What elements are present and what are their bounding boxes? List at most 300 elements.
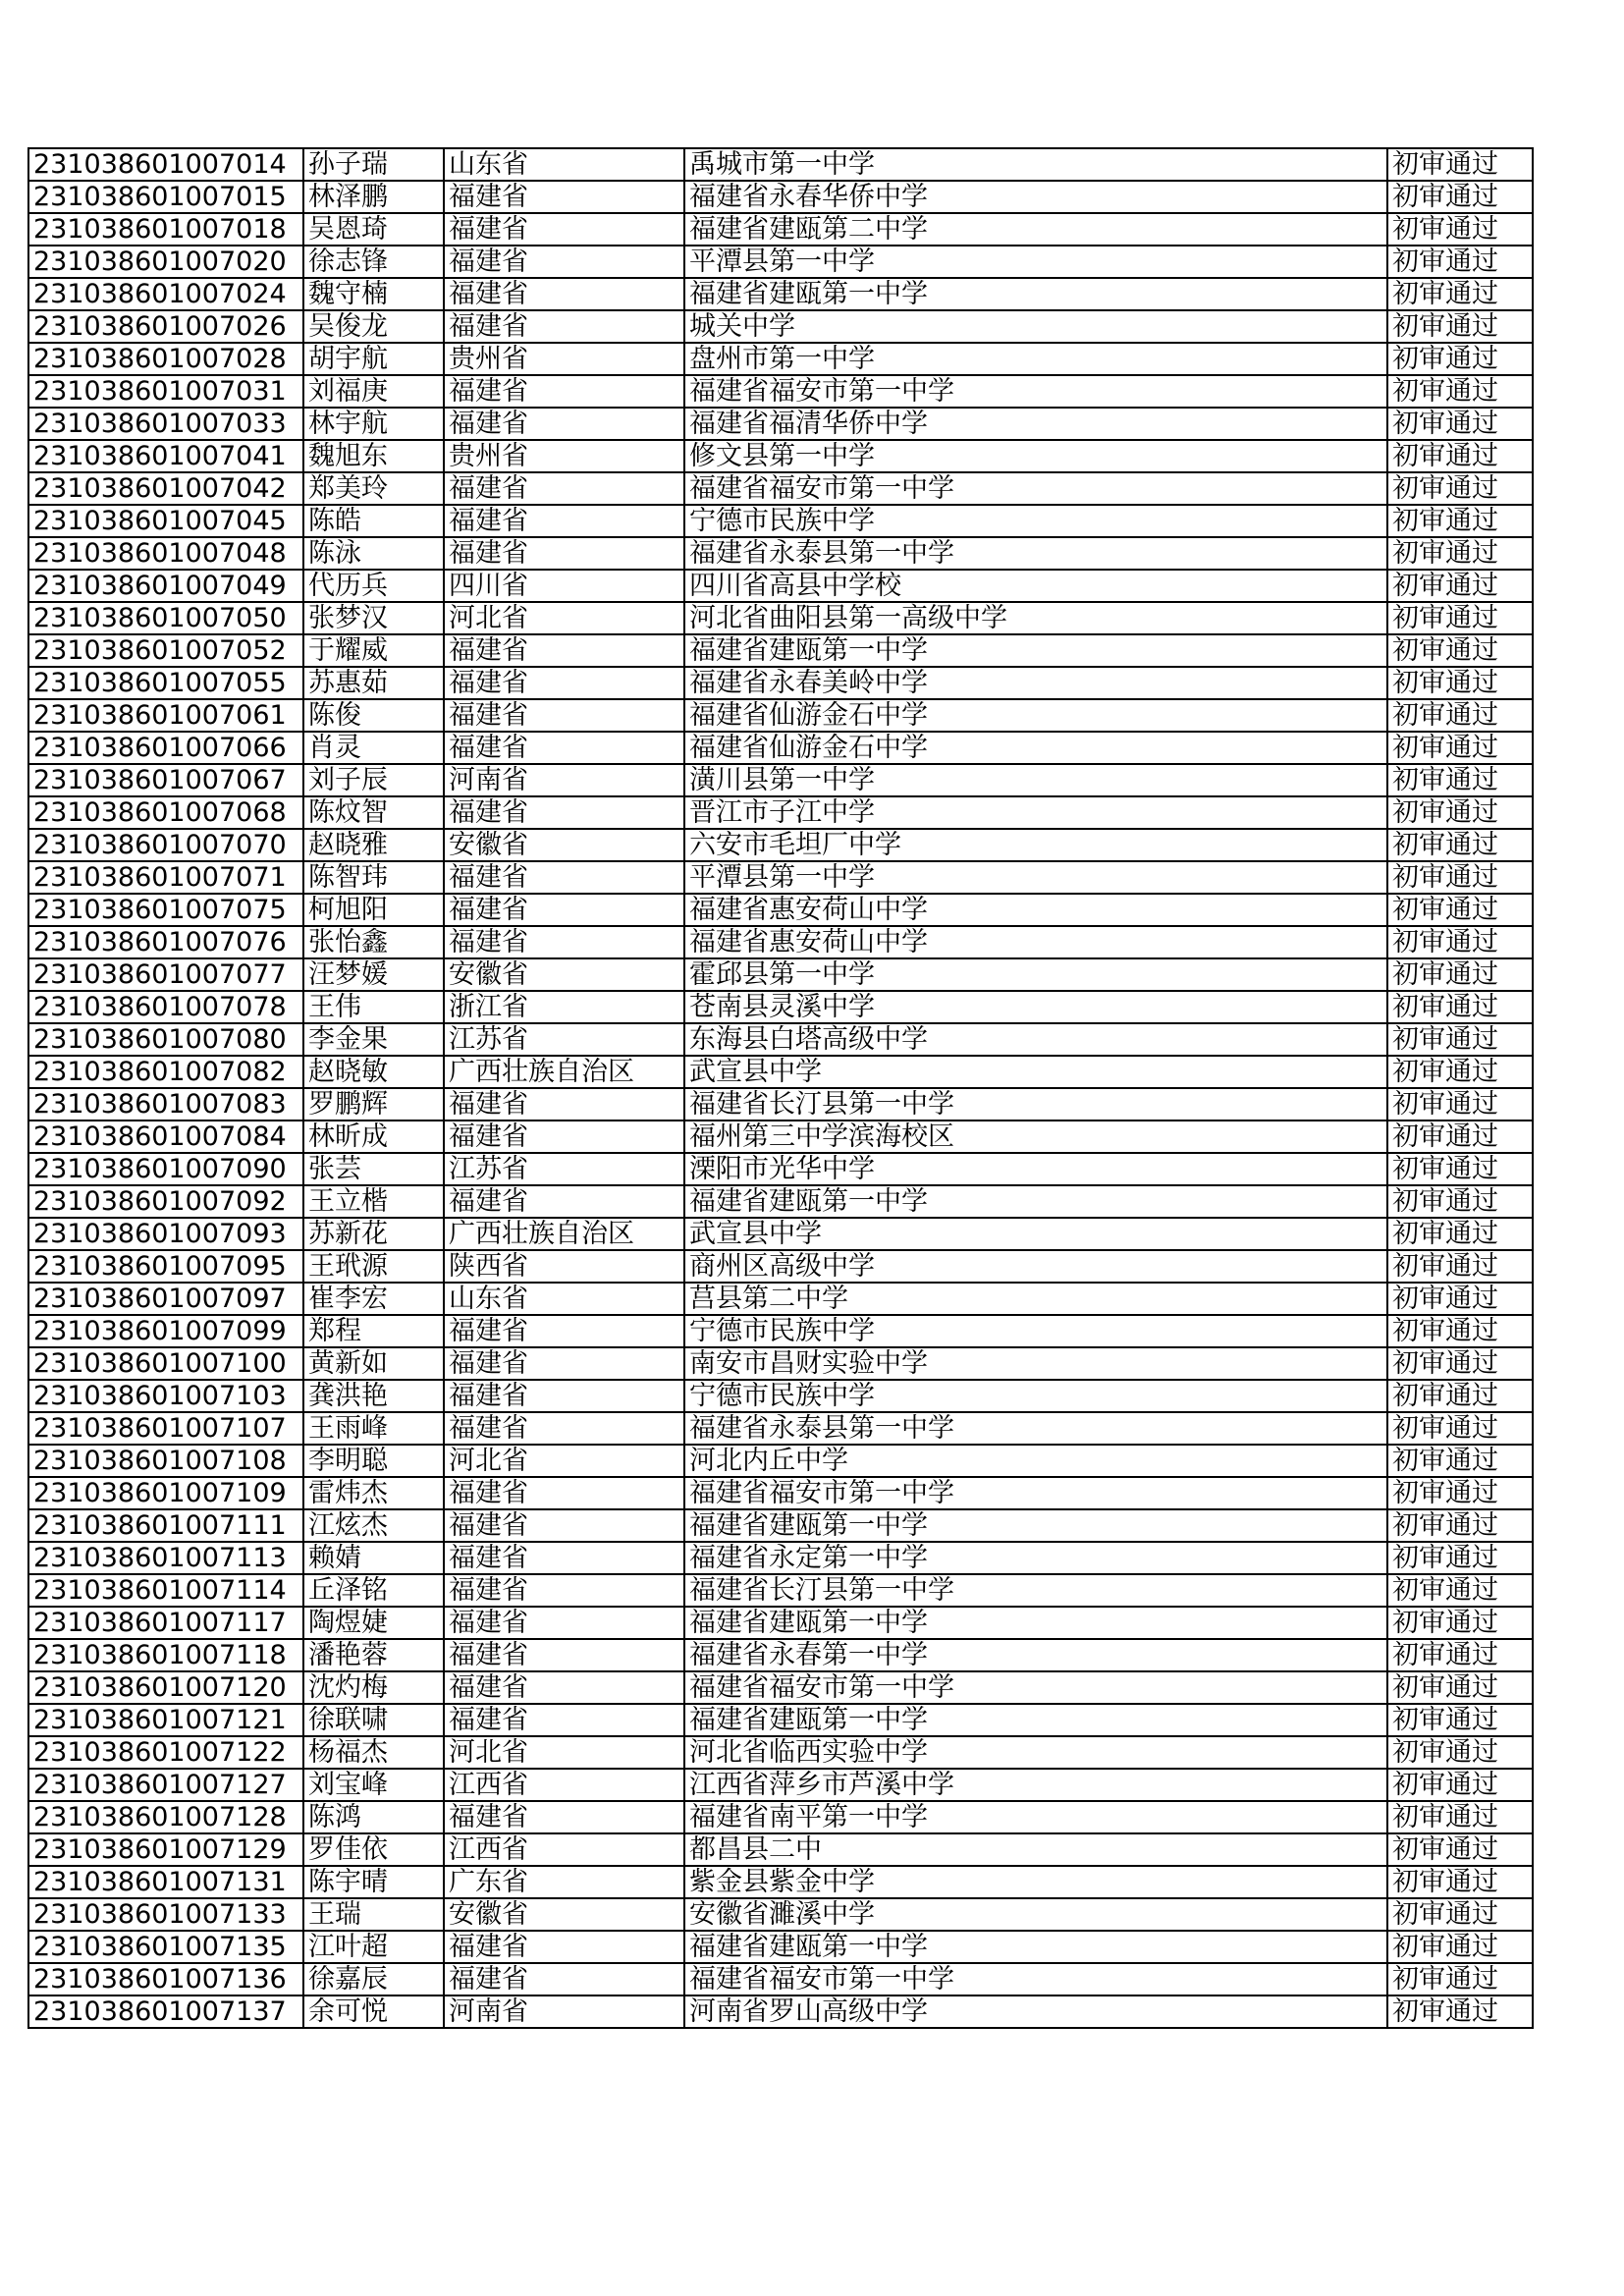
province-cell: 安徽省 xyxy=(444,958,684,991)
province-cell: 福建省 xyxy=(444,634,684,667)
name-cell: 黄新如 xyxy=(303,1347,444,1380)
registration-id-cell: 231038601007137 xyxy=(28,1995,303,2028)
registration-id-cell: 231038601007080 xyxy=(28,1023,303,1056)
review-status-cell: 初审通过 xyxy=(1387,1639,1533,1671)
province-cell: 福建省 xyxy=(444,1509,684,1542)
registration-id-cell: 231038601007135 xyxy=(28,1931,303,1963)
registration-id-cell: 231038601007114 xyxy=(28,1574,303,1607)
table-row xyxy=(28,732,1533,764)
school-cell: 福建省永春华侨中学 xyxy=(684,181,1387,213)
table-row xyxy=(28,1769,1533,1801)
registration-id-cell: 231038601007097 xyxy=(28,1283,303,1315)
table-row xyxy=(28,1995,1533,2028)
province-cell: 河南省 xyxy=(444,764,684,796)
school-cell: 福建省建瓯第一中学 xyxy=(684,1607,1387,1639)
school-cell: 霍邱县第一中学 xyxy=(684,958,1387,991)
province-cell: 福建省 xyxy=(444,1963,684,1995)
review-status-cell: 初审通过 xyxy=(1387,1185,1533,1218)
review-status-cell: 初审通过 xyxy=(1387,1898,1533,1931)
registration-id-cell: 231038601007082 xyxy=(28,1056,303,1088)
name-cell: 沈灼梅 xyxy=(303,1671,444,1704)
province-cell: 江苏省 xyxy=(444,1023,684,1056)
province-cell: 广西壮族自治区 xyxy=(444,1218,684,1250)
school-cell: 宁德市民族中学 xyxy=(684,1380,1387,1412)
review-status-cell: 初审通过 xyxy=(1387,310,1533,343)
province-cell: 福建省 xyxy=(444,1639,684,1671)
province-cell: 安徽省 xyxy=(444,829,684,861)
registration-id-cell: 231038601007093 xyxy=(28,1218,303,1250)
province-cell: 福建省 xyxy=(444,1185,684,1218)
province-cell: 福建省 xyxy=(444,699,684,732)
name-cell: 孙子瑞 xyxy=(303,148,444,181)
table-row xyxy=(28,246,1533,278)
registration-id-cell: 231038601007066 xyxy=(28,732,303,764)
table-row xyxy=(28,343,1533,375)
school-cell: 福建省福安市第一中学 xyxy=(684,1477,1387,1509)
table-row xyxy=(28,894,1533,926)
table-row xyxy=(28,408,1533,440)
school-cell: 河南省罗山高级中学 xyxy=(684,1995,1387,2028)
review-status-cell: 初审通过 xyxy=(1387,991,1533,1023)
school-cell: 福建省福安市第一中学 xyxy=(684,375,1387,408)
school-cell: 福建省建瓯第一中学 xyxy=(684,634,1387,667)
registration-id-cell: 231038601007052 xyxy=(28,634,303,667)
name-cell: 刘宝峰 xyxy=(303,1769,444,1801)
name-cell: 王伟 xyxy=(303,991,444,1023)
name-cell: 王瑞 xyxy=(303,1898,444,1931)
table-row xyxy=(28,1412,1533,1445)
school-cell: 福建省福安市第一中学 xyxy=(684,1671,1387,1704)
province-cell: 福建省 xyxy=(444,1607,684,1639)
review-status-cell: 初审通过 xyxy=(1387,602,1533,634)
school-cell: 福建省惠安荷山中学 xyxy=(684,894,1387,926)
school-cell: 福建省福清华侨中学 xyxy=(684,408,1387,440)
province-cell: 江苏省 xyxy=(444,1153,684,1185)
table-row xyxy=(28,1931,1533,1963)
registration-id-cell: 231038601007015 xyxy=(28,181,303,213)
name-cell: 林昕成 xyxy=(303,1121,444,1153)
registration-id-cell: 231038601007131 xyxy=(28,1866,303,1898)
name-cell: 魏守楠 xyxy=(303,278,444,310)
name-cell: 赵晓雅 xyxy=(303,829,444,861)
school-cell: 福州第三中学滨海校区 xyxy=(684,1121,1387,1153)
registration-id-cell: 231038601007070 xyxy=(28,829,303,861)
table-row xyxy=(28,505,1533,537)
table-row xyxy=(28,1121,1533,1153)
province-cell: 福建省 xyxy=(444,796,684,829)
name-cell: 陈炆智 xyxy=(303,796,444,829)
review-status-cell: 初审通过 xyxy=(1387,1995,1533,2028)
school-cell: 紫金县紫金中学 xyxy=(684,1866,1387,1898)
province-cell: 福建省 xyxy=(444,1542,684,1574)
review-status-cell: 初审通过 xyxy=(1387,278,1533,310)
name-cell: 刘子辰 xyxy=(303,764,444,796)
registration-id-cell: 231038601007055 xyxy=(28,667,303,699)
table-row xyxy=(28,1218,1533,1250)
registration-id-cell: 231038601007050 xyxy=(28,602,303,634)
name-cell: 陈皓 xyxy=(303,505,444,537)
province-cell: 福建省 xyxy=(444,375,684,408)
name-cell: 徐嘉辰 xyxy=(303,1963,444,1995)
school-cell: 福建省永春第一中学 xyxy=(684,1639,1387,1671)
review-status-cell: 初审通过 xyxy=(1387,634,1533,667)
registration-id-cell: 231038601007103 xyxy=(28,1380,303,1412)
registration-id-cell: 231038601007111 xyxy=(28,1509,303,1542)
registration-id-cell: 231038601007026 xyxy=(28,310,303,343)
table-row xyxy=(28,213,1533,246)
table-row xyxy=(28,1056,1533,1088)
registration-id-cell: 231038601007075 xyxy=(28,894,303,926)
table-row xyxy=(28,991,1533,1023)
province-cell: 福建省 xyxy=(444,408,684,440)
province-cell: 江西省 xyxy=(444,1833,684,1866)
registration-id-cell: 231038601007095 xyxy=(28,1250,303,1283)
province-cell: 山东省 xyxy=(444,1283,684,1315)
review-status-cell: 初审通过 xyxy=(1387,1801,1533,1833)
name-cell: 陶煜婕 xyxy=(303,1607,444,1639)
name-cell: 苏新花 xyxy=(303,1218,444,1250)
name-cell: 王立楷 xyxy=(303,1185,444,1218)
registration-id-cell: 231038601007067 xyxy=(28,764,303,796)
table-row xyxy=(28,1801,1533,1833)
table-row xyxy=(28,1639,1533,1671)
review-status-cell: 初审通过 xyxy=(1387,699,1533,732)
table-row xyxy=(28,570,1533,602)
table-row xyxy=(28,278,1533,310)
name-cell: 肖灵 xyxy=(303,732,444,764)
table-row xyxy=(28,1283,1533,1315)
review-status-cell: 初审通过 xyxy=(1387,1704,1533,1736)
school-cell: 福建省长汀县第一中学 xyxy=(684,1574,1387,1607)
table-row xyxy=(28,181,1533,213)
name-cell: 江炫杰 xyxy=(303,1509,444,1542)
registration-id-cell: 231038601007107 xyxy=(28,1412,303,1445)
table-row xyxy=(28,634,1533,667)
registration-id-cell: 231038601007127 xyxy=(28,1769,303,1801)
registration-id-cell: 231038601007061 xyxy=(28,699,303,732)
registration-id-cell: 231038601007113 xyxy=(28,1542,303,1574)
review-status-cell: 初审通过 xyxy=(1387,1315,1533,1347)
table-row xyxy=(28,667,1533,699)
review-status-cell: 初审通过 xyxy=(1387,148,1533,181)
table-row xyxy=(28,148,1533,181)
review-status-cell: 初审通过 xyxy=(1387,1347,1533,1380)
table-row xyxy=(28,1185,1533,1218)
school-cell: 福建省建瓯第一中学 xyxy=(684,1509,1387,1542)
review-status-cell: 初审通过 xyxy=(1387,181,1533,213)
province-cell: 福建省 xyxy=(444,1412,684,1445)
name-cell: 徐联啸 xyxy=(303,1704,444,1736)
table-row xyxy=(28,1574,1533,1607)
province-cell: 福建省 xyxy=(444,537,684,570)
province-cell: 四川省 xyxy=(444,570,684,602)
school-cell: 福建省福安市第一中学 xyxy=(684,472,1387,505)
name-cell: 龚洪艳 xyxy=(303,1380,444,1412)
name-cell: 张梦汉 xyxy=(303,602,444,634)
name-cell: 魏旭东 xyxy=(303,440,444,472)
province-cell: 福建省 xyxy=(444,1347,684,1380)
name-cell: 李明聪 xyxy=(303,1445,444,1477)
province-cell: 福建省 xyxy=(444,1801,684,1833)
name-cell: 柯旭阳 xyxy=(303,894,444,926)
table-row xyxy=(28,796,1533,829)
name-cell: 陈鸿 xyxy=(303,1801,444,1833)
table-row xyxy=(28,1898,1533,1931)
registration-id-cell: 231038601007122 xyxy=(28,1736,303,1769)
registration-id-cell: 231038601007014 xyxy=(28,148,303,181)
province-cell: 福建省 xyxy=(444,894,684,926)
province-cell: 广西壮族自治区 xyxy=(444,1056,684,1088)
province-cell: 浙江省 xyxy=(444,991,684,1023)
registration-id-cell: 231038601007049 xyxy=(28,570,303,602)
name-cell: 王雨峰 xyxy=(303,1412,444,1445)
school-cell: 禹城市第一中学 xyxy=(684,148,1387,181)
province-cell: 福建省 xyxy=(444,1574,684,1607)
name-cell: 罗鹏辉 xyxy=(303,1088,444,1121)
review-status-cell: 初审通过 xyxy=(1387,570,1533,602)
table-row xyxy=(28,1153,1533,1185)
review-status-cell: 初审通过 xyxy=(1387,246,1533,278)
school-cell: 福建省福安市第一中学 xyxy=(684,1963,1387,1995)
registration-id-cell: 231038601007120 xyxy=(28,1671,303,1704)
review-status-cell: 初审通过 xyxy=(1387,1153,1533,1185)
name-cell: 陈智玮 xyxy=(303,861,444,894)
review-status-cell: 初审通过 xyxy=(1387,1056,1533,1088)
school-cell: 福建省仙游金石中学 xyxy=(684,699,1387,732)
province-cell: 福建省 xyxy=(444,1315,684,1347)
school-cell: 河北内丘中学 xyxy=(684,1445,1387,1477)
table-row xyxy=(28,602,1533,634)
table-row xyxy=(28,1671,1533,1704)
registration-id-cell: 231038601007117 xyxy=(28,1607,303,1639)
registration-id-cell: 231038601007078 xyxy=(28,991,303,1023)
school-cell: 安徽省濉溪中学 xyxy=(684,1898,1387,1931)
review-status-cell: 初审通过 xyxy=(1387,440,1533,472)
review-status-cell: 初审通过 xyxy=(1387,926,1533,958)
registration-id-cell: 231038601007077 xyxy=(28,958,303,991)
registration-id-cell: 231038601007018 xyxy=(28,213,303,246)
review-status-cell: 初审通过 xyxy=(1387,1574,1533,1607)
name-cell: 张芸 xyxy=(303,1153,444,1185)
name-cell: 陈俊 xyxy=(303,699,444,732)
name-cell: 代历兵 xyxy=(303,570,444,602)
province-cell: 贵州省 xyxy=(444,343,684,375)
review-status-cell: 初审通过 xyxy=(1387,829,1533,861)
school-cell: 盘州市第一中学 xyxy=(684,343,1387,375)
review-status-cell: 初审通过 xyxy=(1387,537,1533,570)
registration-id-cell: 231038601007090 xyxy=(28,1153,303,1185)
province-cell: 福建省 xyxy=(444,246,684,278)
name-cell: 苏惠茹 xyxy=(303,667,444,699)
table-row xyxy=(28,1833,1533,1866)
school-cell: 福建省南平第一中学 xyxy=(684,1801,1387,1833)
registration-id-cell: 231038601007020 xyxy=(28,246,303,278)
registration-id-cell: 231038601007100 xyxy=(28,1347,303,1380)
school-cell: 武宣县中学 xyxy=(684,1056,1387,1088)
school-cell: 福建省建瓯第二中学 xyxy=(684,213,1387,246)
table-row xyxy=(28,861,1533,894)
review-status-cell: 初审通过 xyxy=(1387,764,1533,796)
school-cell: 苍南县灵溪中学 xyxy=(684,991,1387,1023)
school-cell: 福建省永泰县第一中学 xyxy=(684,1412,1387,1445)
registration-id-cell: 231038601007031 xyxy=(28,375,303,408)
review-status-cell: 初审通过 xyxy=(1387,667,1533,699)
review-status-cell: 初审通过 xyxy=(1387,1283,1533,1315)
name-cell: 吴恩琦 xyxy=(303,213,444,246)
review-status-cell: 初审通过 xyxy=(1387,1769,1533,1801)
review-status-cell: 初审通过 xyxy=(1387,1736,1533,1769)
school-cell: 福建省永定第一中学 xyxy=(684,1542,1387,1574)
review-status-cell: 初审通过 xyxy=(1387,1509,1533,1542)
province-cell: 福建省 xyxy=(444,1121,684,1153)
school-cell: 福建省建瓯第一中学 xyxy=(684,1704,1387,1736)
review-status-cell: 初审通过 xyxy=(1387,375,1533,408)
review-status-cell: 初审通过 xyxy=(1387,1866,1533,1898)
province-cell: 河北省 xyxy=(444,602,684,634)
review-status-cell: 初审通过 xyxy=(1387,213,1533,246)
applicant-table xyxy=(27,147,1534,2029)
table-row xyxy=(28,926,1533,958)
registration-id-cell: 231038601007099 xyxy=(28,1315,303,1347)
school-cell: 平潭县第一中学 xyxy=(684,861,1387,894)
name-cell: 余可悦 xyxy=(303,1995,444,2028)
review-status-cell: 初审通过 xyxy=(1387,1931,1533,1963)
review-status-cell: 初审通过 xyxy=(1387,861,1533,894)
review-status-cell: 初审通过 xyxy=(1387,732,1533,764)
province-cell: 福建省 xyxy=(444,472,684,505)
registration-id-cell: 231038601007133 xyxy=(28,1898,303,1931)
school-cell: 溧阳市光华中学 xyxy=(684,1153,1387,1185)
review-status-cell: 初审通过 xyxy=(1387,1445,1533,1477)
name-cell: 赵晓敏 xyxy=(303,1056,444,1088)
school-cell: 河北省临西实验中学 xyxy=(684,1736,1387,1769)
review-status-cell: 初审通过 xyxy=(1387,796,1533,829)
school-cell: 莒县第二中学 xyxy=(684,1283,1387,1315)
school-cell: 平潭县第一中学 xyxy=(684,246,1387,278)
table-row xyxy=(28,1445,1533,1477)
table-row xyxy=(28,472,1533,505)
review-status-cell: 初审通过 xyxy=(1387,1542,1533,1574)
table-row xyxy=(28,1315,1533,1347)
province-cell: 福建省 xyxy=(444,505,684,537)
review-status-cell: 初审通过 xyxy=(1387,408,1533,440)
school-cell: 修文县第一中学 xyxy=(684,440,1387,472)
province-cell: 安徽省 xyxy=(444,1898,684,1931)
registration-id-cell: 231038601007041 xyxy=(28,440,303,472)
registration-id-cell: 231038601007108 xyxy=(28,1445,303,1477)
registration-id-cell: 231038601007068 xyxy=(28,796,303,829)
table-row xyxy=(28,537,1533,570)
province-cell: 福建省 xyxy=(444,1704,684,1736)
name-cell: 张怡鑫 xyxy=(303,926,444,958)
name-cell: 陈宇晴 xyxy=(303,1866,444,1898)
province-cell: 河北省 xyxy=(444,1736,684,1769)
registration-id-cell: 231038601007071 xyxy=(28,861,303,894)
review-status-cell: 初审通过 xyxy=(1387,1963,1533,1995)
review-status-cell: 初审通过 xyxy=(1387,505,1533,537)
province-cell: 河南省 xyxy=(444,1995,684,2028)
name-cell: 胡宇航 xyxy=(303,343,444,375)
table-row xyxy=(28,1347,1533,1380)
review-status-cell: 初审通过 xyxy=(1387,1121,1533,1153)
province-cell: 广东省 xyxy=(444,1866,684,1898)
name-cell: 雷炜杰 xyxy=(303,1477,444,1509)
school-cell: 福建省仙游金石中学 xyxy=(684,732,1387,764)
table-row xyxy=(28,1542,1533,1574)
name-cell: 吴俊龙 xyxy=(303,310,444,343)
applicant-table-body xyxy=(28,148,1533,2028)
registration-id-cell: 231038601007121 xyxy=(28,1704,303,1736)
name-cell: 徐志锋 xyxy=(303,246,444,278)
school-cell: 四川省高县中学校 xyxy=(684,570,1387,602)
province-cell: 山东省 xyxy=(444,148,684,181)
registration-id-cell: 231038601007045 xyxy=(28,505,303,537)
review-status-cell: 初审通过 xyxy=(1387,1218,1533,1250)
table-row xyxy=(28,699,1533,732)
name-cell: 江叶超 xyxy=(303,1931,444,1963)
province-cell: 陕西省 xyxy=(444,1250,684,1283)
name-cell: 丘泽铭 xyxy=(303,1574,444,1607)
review-status-cell: 初审通过 xyxy=(1387,1380,1533,1412)
school-cell: 福建省永春美岭中学 xyxy=(684,667,1387,699)
province-cell: 福建省 xyxy=(444,1931,684,1963)
name-cell: 刘福庚 xyxy=(303,375,444,408)
school-cell: 福建省惠安荷山中学 xyxy=(684,926,1387,958)
name-cell: 林泽鹏 xyxy=(303,181,444,213)
registration-id-cell: 231038601007136 xyxy=(28,1963,303,1995)
province-cell: 河北省 xyxy=(444,1445,684,1477)
table-row xyxy=(28,958,1533,991)
review-status-cell: 初审通过 xyxy=(1387,1088,1533,1121)
province-cell: 福建省 xyxy=(444,1088,684,1121)
name-cell: 郑美玲 xyxy=(303,472,444,505)
table-row xyxy=(28,1023,1533,1056)
school-cell: 宁德市民族中学 xyxy=(684,505,1387,537)
name-cell: 林宇航 xyxy=(303,408,444,440)
name-cell: 汪梦媛 xyxy=(303,958,444,991)
review-status-cell: 初审通过 xyxy=(1387,1477,1533,1509)
registration-id-cell: 231038601007028 xyxy=(28,343,303,375)
table-row xyxy=(28,764,1533,796)
review-status-cell: 初审通过 xyxy=(1387,1833,1533,1866)
province-cell: 福建省 xyxy=(444,181,684,213)
province-cell: 福建省 xyxy=(444,278,684,310)
table-row xyxy=(28,1866,1533,1898)
name-cell: 陈泳 xyxy=(303,537,444,570)
school-cell: 商州区高级中学 xyxy=(684,1250,1387,1283)
table-row xyxy=(28,1509,1533,1542)
school-cell: 城关中学 xyxy=(684,310,1387,343)
table-row xyxy=(28,375,1533,408)
registration-id-cell: 231038601007076 xyxy=(28,926,303,958)
table-row xyxy=(28,829,1533,861)
registration-id-cell: 231038601007083 xyxy=(28,1088,303,1121)
school-cell: 福建省建瓯第一中学 xyxy=(684,1185,1387,1218)
registration-id-cell: 231038601007024 xyxy=(28,278,303,310)
school-cell: 福建省建瓯第一中学 xyxy=(684,1931,1387,1963)
registration-id-cell: 231038601007109 xyxy=(28,1477,303,1509)
name-cell: 罗佳依 xyxy=(303,1833,444,1866)
table-row xyxy=(28,1250,1533,1283)
province-cell: 福建省 xyxy=(444,213,684,246)
registration-id-cell: 231038601007092 xyxy=(28,1185,303,1218)
school-cell: 江西省萍乡市芦溪中学 xyxy=(684,1769,1387,1801)
table-row xyxy=(28,1607,1533,1639)
school-cell: 六安市毛坦厂中学 xyxy=(684,829,1387,861)
school-cell: 河北省曲阳县第一高级中学 xyxy=(684,602,1387,634)
school-cell: 南安市昌财实验中学 xyxy=(684,1347,1387,1380)
table-row xyxy=(28,1963,1533,1995)
